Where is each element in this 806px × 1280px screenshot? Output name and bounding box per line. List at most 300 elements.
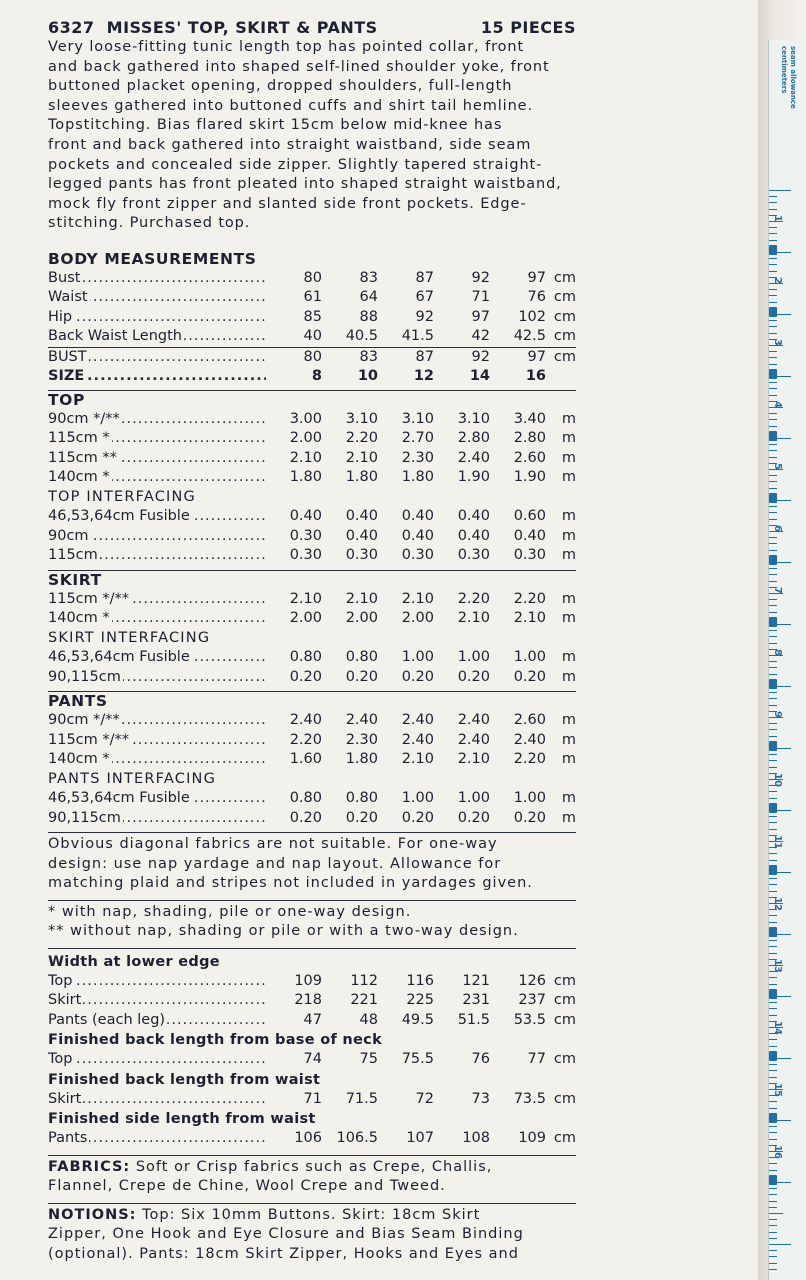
ruler-number: 6 — [772, 525, 783, 532]
yardage-row — [48, 590, 576, 610]
ruler-tick — [769, 705, 777, 706]
width-lower-edge-title: Width at lower edge — [48, 953, 220, 970]
ruler-marker — [769, 307, 777, 317]
cell-value: 1.00 — [457, 790, 490, 807]
unit-label: m — [561, 449, 576, 466]
ruler-tick — [769, 667, 777, 668]
ruler-tick — [769, 519, 777, 520]
measurement-row — [48, 269, 576, 289]
cell-value: 14 — [469, 368, 490, 385]
back-length-waist-table — [48, 1090, 576, 1110]
unit-label: m — [561, 547, 576, 564]
ruler-tick — [769, 977, 777, 978]
ruler-number: 15 — [772, 1083, 783, 1097]
ruler-tick — [769, 475, 777, 476]
cell-value: 72 — [415, 1090, 434, 1107]
ruler-number: 13 — [772, 959, 783, 973]
skirt-yardage-table — [48, 590, 576, 629]
row-label: Pants — [48, 1130, 88, 1147]
yardage-row — [48, 429, 576, 449]
side-length-table — [48, 1129, 576, 1149]
fabrics-section — [48, 1158, 576, 1197]
ruler-tick — [769, 853, 777, 854]
cell-value: 2.10 — [401, 590, 434, 607]
back-length-waist-title: Finished back length from waist — [48, 1071, 321, 1088]
ruler-tick — [769, 1064, 777, 1065]
ruler-tick — [769, 1015, 777, 1016]
cell-value: 225 — [406, 992, 434, 1009]
ruler-marker — [769, 369, 777, 379]
cell-value: 0.20 — [457, 809, 490, 826]
top-yardage-table — [48, 410, 576, 488]
top-interfacing-table — [48, 507, 576, 566]
cell-value: 2.00 — [345, 610, 378, 627]
ruler-tick — [769, 209, 777, 210]
cell-value: 97 — [527, 269, 546, 286]
ruler-tick — [769, 240, 777, 241]
ruler-tick — [769, 413, 777, 414]
cell-value: 2.60 — [513, 712, 546, 729]
pants-yardage-table — [48, 711, 576, 770]
ruler-number: 14 — [772, 1021, 783, 1035]
cell-value: 0.20 — [401, 809, 434, 826]
unit-label: m — [561, 790, 576, 807]
ruler-tick — [769, 537, 777, 538]
cell-value: 102 — [518, 308, 546, 325]
ruler-tick — [769, 295, 777, 296]
yardage-row — [48, 449, 576, 469]
finished-measurement-row — [48, 1090, 576, 1110]
row-label: 46,53,64cm Fusible — [48, 508, 190, 525]
unit-label: cm — [553, 308, 576, 325]
cell-value: 74 — [303, 1051, 322, 1068]
cell-value: 97 — [527, 348, 546, 365]
notions-label: NOTIONS: — [48, 1206, 137, 1223]
ruler-tick — [769, 550, 777, 551]
row-label: 90cm — [48, 527, 89, 544]
cell-value: 1.00 — [513, 790, 546, 807]
top-title: TOP — [48, 390, 85, 409]
ruler-tick — [769, 1232, 777, 1233]
ruler-tick — [769, 1132, 777, 1133]
pants-title: PANTS — [48, 692, 108, 711]
interfacing-row — [48, 789, 576, 809]
cell-value: 2.20 — [289, 731, 322, 748]
ruler-tick — [769, 568, 777, 569]
ruler-tick — [769, 196, 777, 197]
unit-label: cm — [553, 328, 576, 345]
body-measurements-table — [48, 269, 576, 387]
row-label: Pants (each leg) — [48, 1011, 166, 1028]
cell-value: 2.20 — [345, 430, 378, 447]
ruler-tick — [769, 1188, 777, 1189]
ruler-tick — [769, 729, 777, 730]
row-label: 115cm */** — [48, 731, 130, 748]
unit-label — [546, 367, 576, 387]
cell-value: 0.40 — [401, 527, 434, 544]
cell-value: 76 — [527, 289, 546, 306]
pattern-title: MISSES' TOP, SKIRT & PANTS — [106, 18, 378, 37]
fabrics-line-2: Flannel, Crepe de Chine, Wool Crepe and Tweed. — [48, 1178, 446, 1195]
ruler-tick — [769, 1194, 777, 1195]
cell-value: 51.5 — [457, 1011, 490, 1028]
cell-value: 0.20 — [513, 809, 546, 826]
description-line: stitching. Purchased top. — [48, 215, 251, 232]
ruler-number: 1 — [772, 215, 783, 222]
ruler-tick — [769, 1139, 777, 1140]
cell-value: 40.5 — [345, 328, 378, 345]
row-label: Bust — [48, 269, 81, 286]
cell-value: 88 — [359, 308, 378, 325]
ruler-marker — [769, 741, 777, 751]
unit-label: cm — [553, 348, 576, 365]
ruler-tick — [769, 1250, 777, 1251]
cell-value: 87 — [415, 269, 434, 286]
cell-value: 2.80 — [513, 430, 546, 447]
ruler-tick — [769, 946, 777, 947]
ruler-tick — [769, 444, 777, 445]
ruler-tick — [769, 457, 777, 458]
ruler-tick — [769, 816, 777, 817]
ruler-tick — [769, 1046, 777, 1047]
cell-value: 0.40 — [457, 508, 490, 525]
yardage-row — [48, 711, 576, 731]
row-label: Back Waist Length — [48, 328, 182, 345]
description-line: pockets and concealed side zipper. Slightly tapered straight- — [48, 156, 543, 173]
ruler-tick — [769, 1213, 783, 1214]
ruler-marker — [769, 927, 777, 937]
ruler-tick — [769, 1238, 777, 1239]
diagonal-fabric-note — [48, 835, 576, 894]
cell-value: 3.10 — [457, 410, 490, 427]
ruler-number: 8 — [772, 649, 783, 656]
row-label: 90,115cm — [48, 668, 121, 685]
cell-value: 2.40 — [401, 731, 434, 748]
fabrics-line-1: Soft or Crisp fabrics such as Crepe, Challis, — [135, 1158, 493, 1175]
cell-value: 3.10 — [345, 410, 378, 427]
cell-value: 71.5 — [345, 1090, 378, 1107]
cell-value: 3.40 — [513, 410, 546, 427]
unit-label: m — [561, 430, 576, 447]
unit-label: cm — [553, 1051, 576, 1068]
measurement-row — [48, 367, 576, 387]
ruler-number: 9 — [772, 711, 783, 718]
yardage-row — [48, 468, 576, 488]
unit-label: cm — [553, 992, 576, 1009]
cell-value: 0.20 — [289, 668, 322, 685]
description-line: Very loose-fitting tunic length top has pointed collar, front — [48, 39, 525, 55]
cell-value: 0.20 — [457, 668, 490, 685]
row-label: BUST — [48, 348, 87, 365]
row-label: Top — [48, 1051, 73, 1068]
cell-value: 2.30 — [345, 731, 378, 748]
ruler-tick — [769, 190, 791, 191]
cell-value: 67 — [415, 289, 434, 306]
cell-value: 2.10 — [457, 751, 490, 768]
back-length-neck-table — [48, 1050, 576, 1070]
cell-value: 71 — [303, 1090, 322, 1107]
cell-value: 2.40 — [513, 731, 546, 748]
finished-measurement-row — [48, 1011, 576, 1031]
cell-value: 2.70 — [401, 430, 434, 447]
legend-line: ** without nap, shading or pile or with a two-way design. — [48, 923, 519, 940]
cell-value: 2.20 — [513, 590, 546, 607]
ruler-tick — [769, 822, 777, 823]
ruler-number: 5 — [772, 463, 783, 470]
cell-value: 2.10 — [289, 449, 322, 466]
unit-label: cm — [553, 972, 576, 989]
cell-value: 0.30 — [345, 547, 378, 564]
ruler-tick — [769, 488, 777, 489]
cell-value: 2.60 — [513, 449, 546, 466]
yardage-row — [48, 750, 576, 770]
ruler-tick — [769, 258, 777, 259]
note-line: design: use nap yardage and nap layout. Allowance for — [48, 855, 502, 872]
ruler-tick — [769, 884, 777, 885]
unit-label: cm — [553, 269, 576, 286]
ruler-number: 10 — [772, 773, 783, 787]
ruler-tick — [769, 1070, 777, 1071]
cell-value: 2.40 — [289, 712, 322, 729]
cell-value: 0.20 — [513, 668, 546, 685]
cell-value: 0.30 — [289, 527, 322, 544]
back-length-neck-title: Finished back length from base of neck — [48, 1032, 383, 1049]
cell-value: 1.00 — [457, 649, 490, 666]
ruler-tick — [769, 692, 777, 693]
ruler-tick — [769, 395, 777, 396]
finished-measurement-row — [48, 1050, 576, 1070]
cell-value: 85 — [303, 308, 322, 325]
cell-value: 2.00 — [289, 610, 322, 627]
cell-value: 231 — [462, 992, 490, 1009]
cell-value: 80 — [303, 348, 322, 365]
cell-value: 121 — [462, 972, 490, 989]
ruler-tick — [769, 450, 777, 451]
piece-count: 15 PIECES — [480, 18, 576, 37]
cell-value: 2.10 — [513, 610, 546, 627]
ruler-tick — [769, 767, 777, 768]
unit-label: m — [561, 731, 576, 748]
ruler-tick — [769, 320, 777, 321]
cell-value: 2.80 — [457, 430, 490, 447]
description-line: front and back gathered into straight waistband, side seam — [48, 136, 532, 153]
cell-value: 0.30 — [289, 547, 322, 564]
ruler-tick — [769, 1008, 777, 1009]
row-label: 90cm */** — [48, 712, 120, 729]
skirt-title: SKIRT — [48, 570, 102, 589]
cell-value: 0.40 — [345, 508, 378, 525]
pattern-header — [48, 18, 576, 37]
ruler-tick — [769, 754, 777, 755]
ruler-tick — [769, 1126, 777, 1127]
row-label: 140cm * — [48, 610, 110, 627]
measurement-row — [48, 348, 576, 368]
ruler-tick — [769, 736, 777, 737]
ruler-tick — [769, 599, 777, 600]
cell-value: 2.40 — [457, 731, 490, 748]
row-label: Top — [48, 972, 73, 989]
cell-value: 80 — [303, 269, 322, 286]
side-length-title: Finished side length from waist — [48, 1111, 316, 1128]
description-line: Topstitching. Bias flared skirt 15cm below mid-knee has — [48, 117, 503, 134]
cell-value: 109 — [518, 1130, 546, 1147]
cell-value: 2.10 — [345, 590, 378, 607]
ruler-number: 3 — [772, 339, 783, 346]
width-lower-edge-table — [48, 972, 576, 1031]
cell-value: 53.5 — [513, 1011, 546, 1028]
cell-value: 1.60 — [289, 751, 322, 768]
ruler-tick — [769, 698, 777, 699]
finished-measurement-row — [48, 972, 576, 992]
ruler-tick — [769, 1207, 777, 1208]
row-label: 90cm */** — [48, 410, 120, 427]
cell-value: 83 — [359, 269, 378, 286]
ruler-tick — [769, 581, 777, 582]
interfacing-row — [48, 507, 576, 527]
unit-label: m — [561, 649, 576, 666]
cell-value: 2.40 — [345, 712, 378, 729]
cell-value: 2.40 — [457, 712, 490, 729]
unit-label: cm — [553, 1011, 576, 1028]
ruler-tick — [769, 984, 777, 985]
cell-value: 237 — [518, 992, 546, 1009]
row-label: Waist — [48, 289, 88, 306]
cell-value: 0.40 — [401, 508, 434, 525]
cell-value: 3.00 — [289, 410, 322, 427]
cell-value: 0.30 — [457, 547, 490, 564]
garment-description — [48, 38, 576, 234]
ruler-marker — [769, 989, 777, 999]
ruler-tick — [769, 1219, 777, 1220]
row-label: 46,53,64cm Fusible — [48, 649, 190, 666]
cell-value: 87 — [415, 348, 434, 365]
ruler-tick — [769, 1170, 777, 1171]
ruler-marker — [769, 555, 777, 565]
unit-label: m — [561, 751, 576, 768]
row-label: 115cm — [48, 547, 98, 564]
ruler-tick — [769, 915, 777, 916]
row-label: 115cm * — [48, 430, 110, 447]
ruler-tick — [769, 264, 777, 265]
cell-value: 12 — [413, 368, 434, 385]
ruler-tick — [769, 1256, 777, 1257]
ruler-tick — [769, 1077, 777, 1078]
note-line: matching plaid and stripes not included in yardages given. — [48, 875, 533, 892]
cell-value: 97 — [471, 308, 490, 325]
cell-value: 47 — [303, 1011, 322, 1028]
cell-value: 92 — [471, 269, 490, 286]
ruler-tick — [769, 289, 777, 290]
ruler-tick — [769, 543, 777, 544]
cell-value: 42 — [471, 328, 490, 345]
unit-label: m — [561, 469, 576, 486]
unit-label: m — [561, 809, 576, 826]
ruler-tick — [769, 333, 777, 334]
cell-value: 1.90 — [457, 469, 490, 486]
unit-label: cm — [553, 289, 576, 306]
description-line: and back gathered into shaped self-lined shoulder yoke, front — [48, 58, 550, 75]
ruler-tick — [769, 388, 777, 389]
ruler-tick — [769, 1244, 791, 1245]
ruler-tick — [769, 674, 777, 675]
cell-value: 3.10 — [401, 410, 434, 427]
ruler-tick — [769, 1108, 777, 1109]
ruler-tick — [769, 1269, 777, 1270]
cell-value: 0.30 — [513, 547, 546, 564]
cell-value: 0.80 — [345, 790, 378, 807]
ruler-tick — [769, 1263, 777, 1264]
cell-value: 1.90 — [513, 469, 546, 486]
cell-value: 0.30 — [401, 547, 434, 564]
cell-value: 218 — [294, 992, 322, 1009]
ruler-tick — [769, 1039, 777, 1040]
cell-value: 0.20 — [345, 809, 378, 826]
cell-value: 126 — [518, 972, 546, 989]
cell-value: 0.40 — [345, 527, 378, 544]
notions-line-3: (optional). Pants: 18cm Skirt Zipper, Hooks and Eyes and — [48, 1245, 519, 1262]
cell-value: 2.00 — [289, 430, 322, 447]
cell-value: 2.10 — [345, 449, 378, 466]
ruler-marker — [769, 865, 777, 875]
cell-value: 1.80 — [401, 469, 434, 486]
legend-line: * with nap, shading, pile or one-way design. — [48, 903, 412, 920]
cell-value: 0.20 — [289, 809, 322, 826]
finished-measurement-row — [48, 991, 576, 1011]
description-line: sleeves gathered into buttoned cuffs and shirt tail hemline. — [48, 97, 533, 114]
ruler-number: 16 — [772, 1145, 783, 1159]
row-label: 115cm ** — [48, 449, 117, 466]
cell-value: 49.5 — [401, 1011, 434, 1028]
cell-value: 106.5 — [336, 1130, 378, 1147]
ruler-tick — [769, 419, 777, 420]
unit-label: m — [561, 610, 576, 627]
skirt-interfacing-table — [48, 648, 576, 687]
cell-value: 2.20 — [457, 590, 490, 607]
ruler-number: 4 — [772, 401, 783, 408]
skirt-interfacing-title: SKIRT INTERFACING — [48, 629, 211, 646]
finished-measurement-row — [48, 1129, 576, 1149]
pants-interfacing-title: PANTS INTERFACING — [48, 770, 217, 787]
fabrics-label: FABRICS: — [48, 1158, 131, 1175]
ruler-marker — [769, 1175, 777, 1185]
ruler-tick — [769, 512, 777, 513]
ruler-tick — [769, 227, 777, 228]
ruler-tick — [769, 940, 777, 941]
description-line: mock fly front zipper and slanted side front pockets. Edge- — [48, 195, 527, 212]
cell-value: 75.5 — [401, 1051, 434, 1068]
interfacing-row — [48, 648, 576, 668]
unit-label: cm — [553, 1090, 576, 1107]
notions-line-1: Top: Six 10mm Buttons. Skirt: 18cm Skirt — [142, 1206, 481, 1223]
ruler-tick — [769, 922, 777, 923]
cell-value: 2.10 — [289, 590, 322, 607]
interfacing-row — [48, 668, 576, 688]
ruler-tick — [769, 829, 777, 830]
ruler-tick — [769, 357, 777, 358]
row-label: 46,53,64cm Fusible — [48, 790, 190, 807]
cell-value: 16 — [525, 368, 546, 385]
cell-value: 83 — [359, 348, 378, 365]
cell-value: 8 — [311, 368, 322, 385]
nap-legend — [48, 903, 576, 942]
ruler-number: 7 — [772, 587, 783, 594]
ruler-tick — [769, 878, 777, 879]
ruler-tick — [769, 382, 777, 383]
yardage-row — [48, 731, 576, 751]
ruler-marker — [769, 617, 777, 627]
note-line: Obvious diagonal fabrics are not suitable. For one-way — [48, 836, 498, 853]
ruler-tick — [769, 891, 777, 892]
